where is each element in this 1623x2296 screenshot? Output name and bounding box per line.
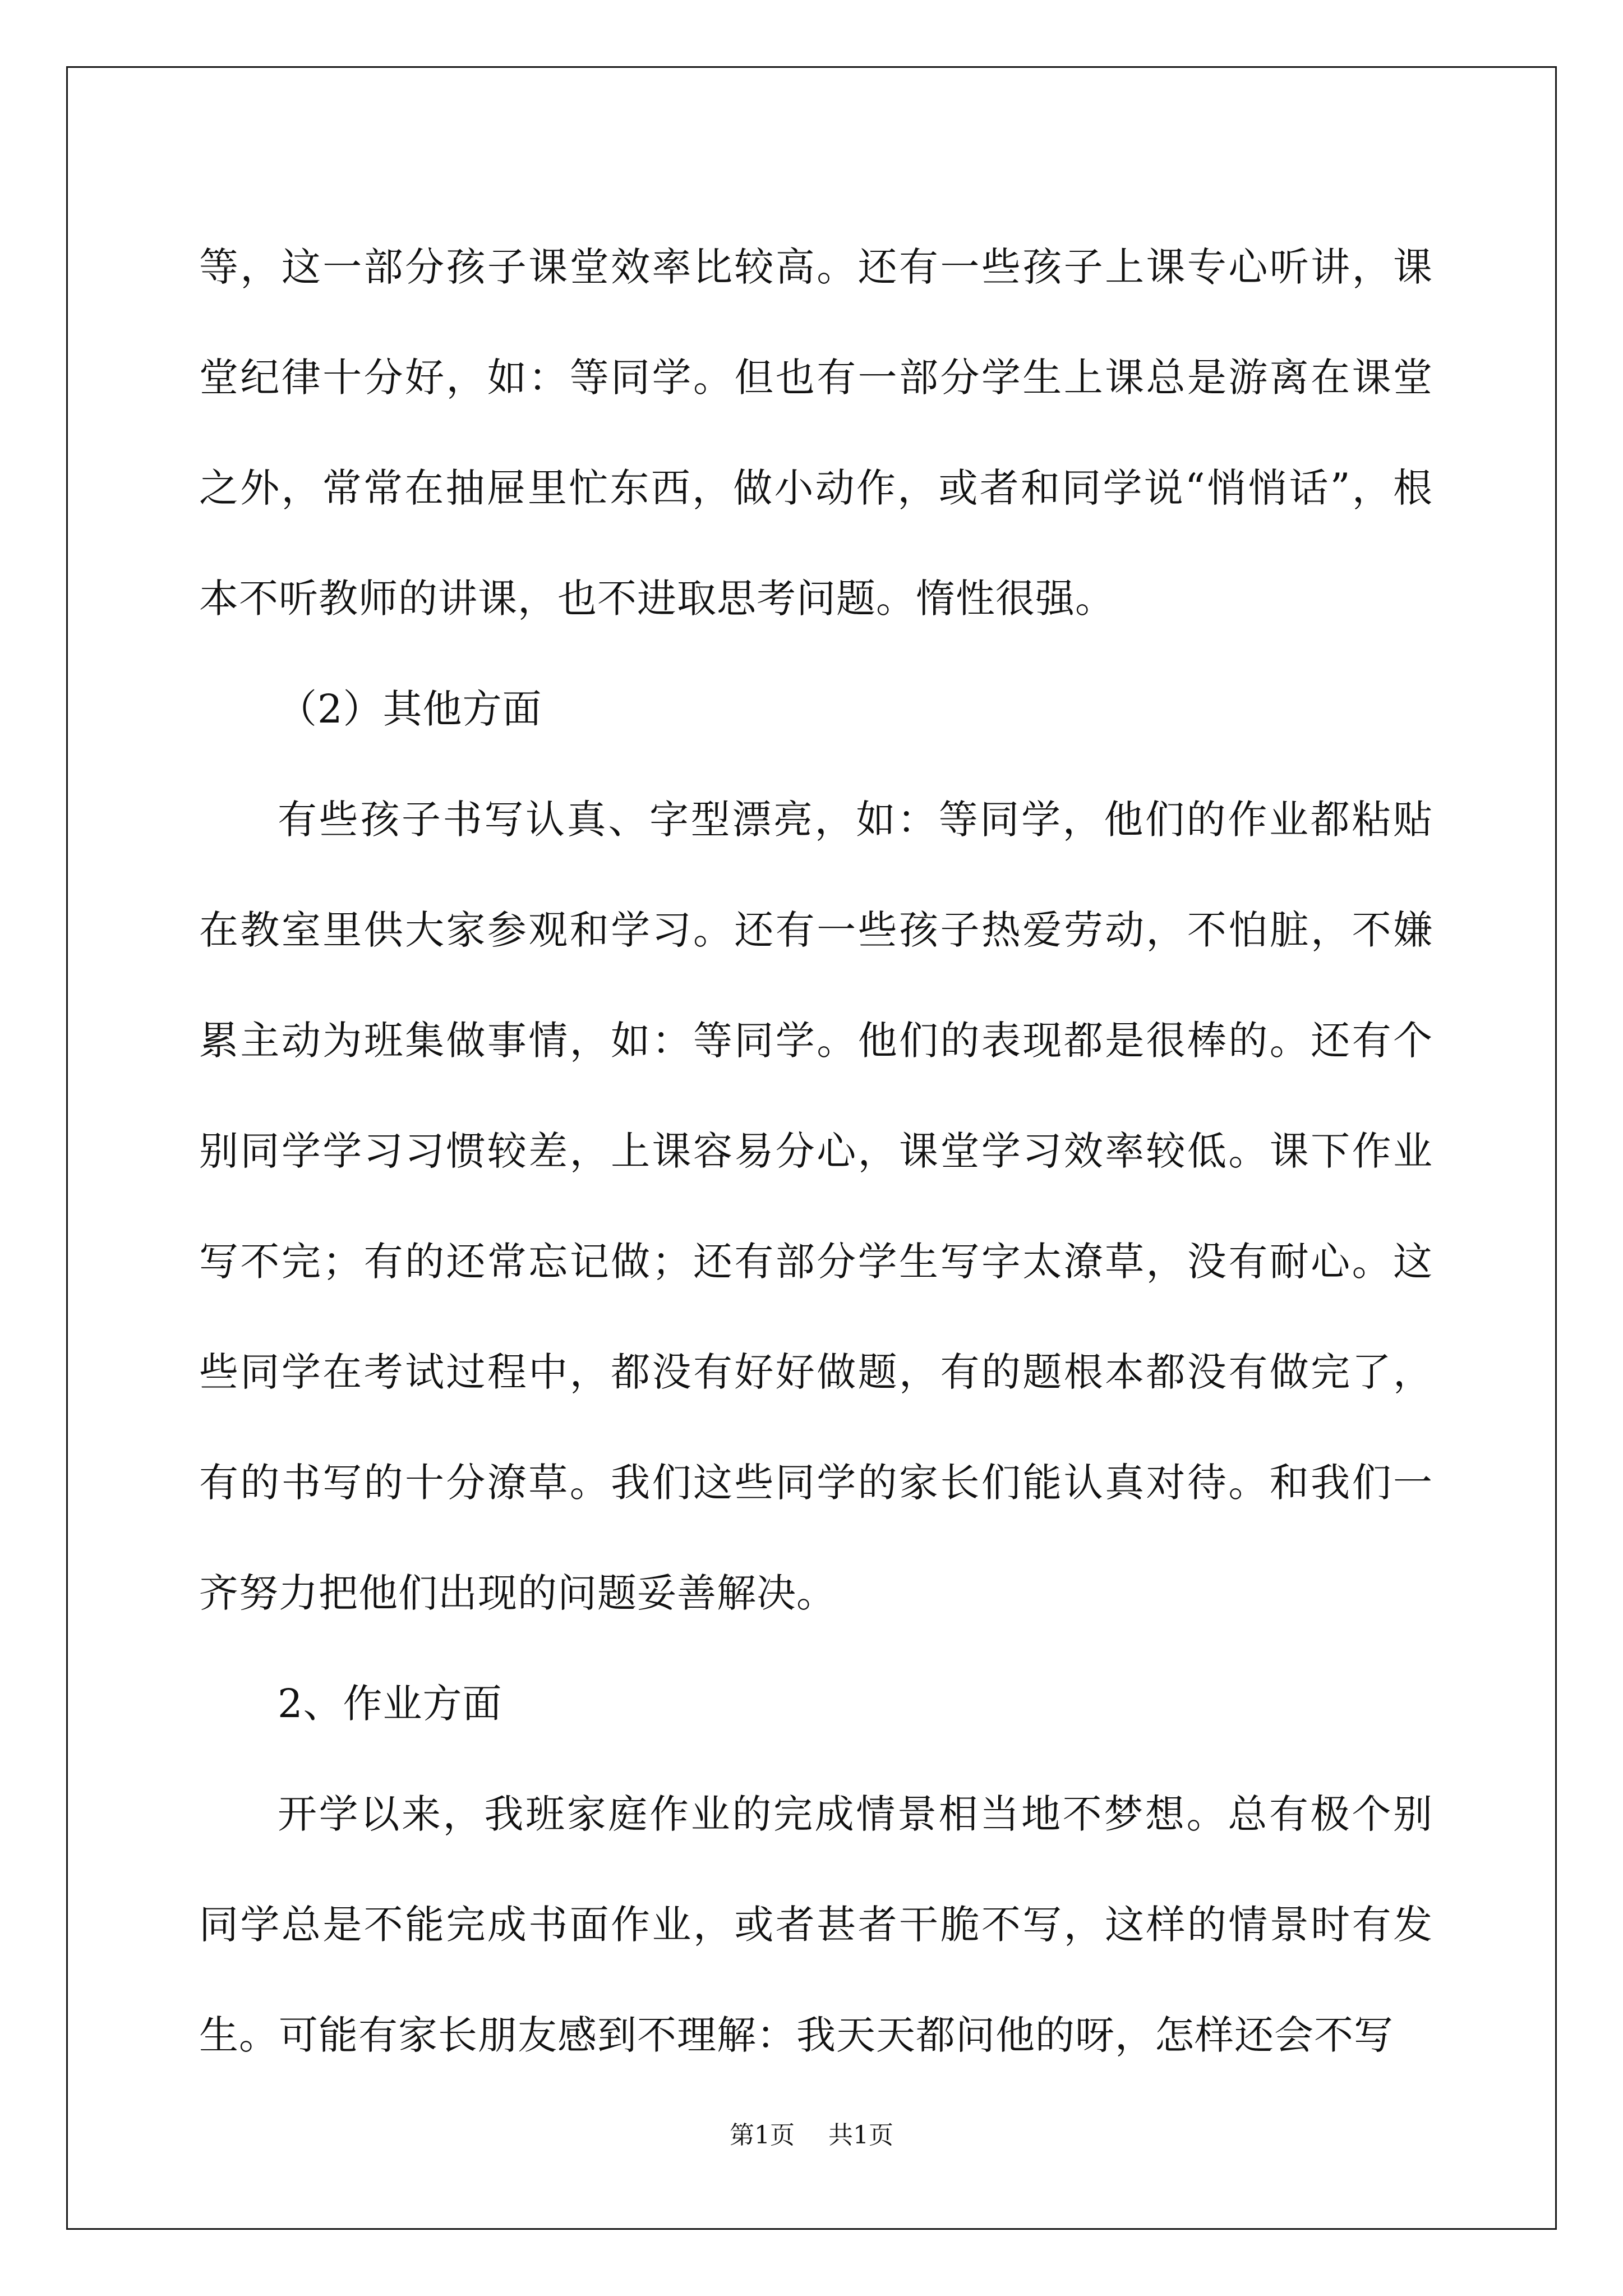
paragraph xyxy=(199,1759,1433,2091)
text-line: 等，这一部分孩子课堂效率比较高。还有一些孩子上课专心听讲，课 xyxy=(199,244,1433,290)
page-footer xyxy=(0,2115,1623,2151)
paragraph xyxy=(199,654,1433,765)
text-line: 有的书写的十分潦草。我们这些同学的家长们能认真对待。和我们一 xyxy=(199,1460,1433,1506)
text-line: 些同学在考试过程中，都没有好好做题，有的题根本都没有做完了， xyxy=(199,1349,1433,1395)
paragraph xyxy=(199,1649,1433,1759)
document-body xyxy=(199,212,1433,2091)
text-line: 齐努力把他们出现的问题妥善解决。 xyxy=(199,1570,836,1616)
text-line: 生。可能有家长朋友感到不理解：我天天都问他的呀，怎样还会不写 xyxy=(199,2012,1394,2058)
text-line: 本不听教师的讲课，也不进取思考问题。惰性很强。 xyxy=(199,576,1115,622)
text-line: 有些孩子书写认真、字型漂亮，如：等同学，他们的作业都粘贴 xyxy=(278,797,1433,843)
text-line: 2、作业方面 xyxy=(278,1681,502,1727)
text-line: 累主动为班集做事情，如：等同学。他们的表现都是很棒的。还有个 xyxy=(199,1018,1433,1064)
text-line: 同学总是不能完成书面作业，或者甚者干脆不写，这样的情景时有发 xyxy=(199,1902,1433,1948)
paragraph xyxy=(199,212,1433,654)
text-line: （2）其他方面 xyxy=(278,686,542,732)
text-line: 写不完；有的还常忘记做；还有部分学生写字太潦草，没有耐心。这 xyxy=(199,1239,1433,1285)
text-line: 在教室里供大家参观和学习。还有一些孩子热爱劳动，不怕脏，不嫌 xyxy=(199,907,1433,953)
text-line: 别同学学习习惯较差，上课容易分心，课堂学习效率较低。课下作业 xyxy=(199,1128,1433,1174)
text-line: 堂纪律十分好，如：等同学。但也有一部分学生上课总是游离在课堂 xyxy=(199,355,1433,401)
text-line: 开学以来，我班家庭作业的完成情景相当地不梦想。总有极个别 xyxy=(278,1791,1433,1837)
text-line: 之外，常常在抽屉里忙东西，做小动作，或者和同学说“悄悄话”，根 xyxy=(199,465,1433,511)
page-number: 第1页 xyxy=(730,2121,795,2150)
page-total: 共1页 xyxy=(828,2121,893,2150)
paragraph xyxy=(199,765,1433,1649)
